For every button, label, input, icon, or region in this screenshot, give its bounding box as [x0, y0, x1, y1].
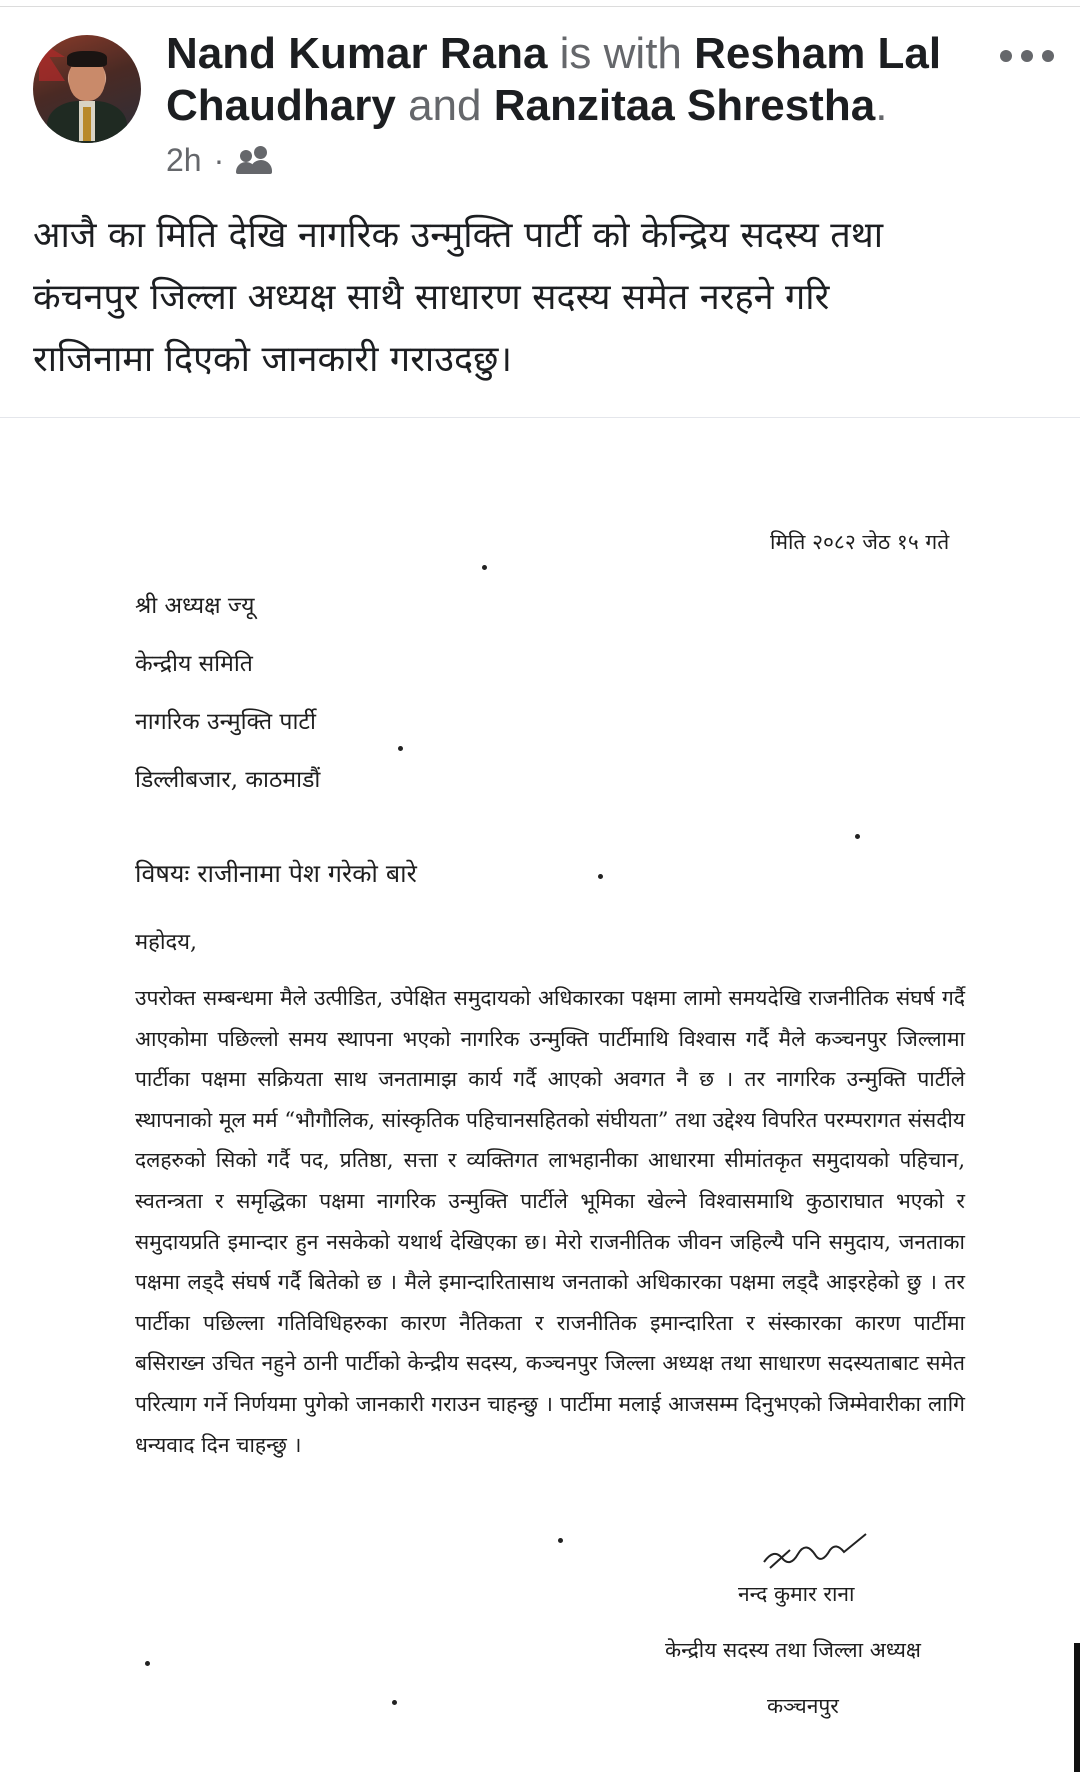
post-author-line [166, 28, 986, 132]
post-meta [166, 140, 270, 180]
scan-edge-bar [1074, 1643, 1080, 1772]
tagged-person-2-link[interactable]: Ranzitaa Shrestha [493, 81, 876, 130]
signature-mark [760, 1528, 870, 1574]
address-line-2: केन्द्रीय समिति [135, 651, 253, 677]
period-text: . [875, 81, 888, 130]
signer-place: कञ्चनपुर [767, 1694, 839, 1718]
scan-speck [145, 1661, 150, 1666]
scan-speck [558, 1538, 563, 1543]
more-options-icon[interactable] [1000, 48, 1054, 64]
and-text: and [408, 81, 482, 130]
letter-body: उपरोक्त सम्बन्धमा मैले उत्पीडित, उपेक्षित समुदायको अधिकारका पक्षमा लामो समयदेखि राजनीतिक संघर्ष गर्दै आएकोमा पछिल्लो समय स्थापना भएको नागरिक उन्मुक्ति पार्टीमाथि विश्वास गर्दै मैले कञ्चनपुर जिल्लामा पार्टीका पक्षमा सक्रियता साथ जनतामाझ कार्य गर्दै आएको अवगत नै छ । तर नागरिक उन्मुक्ति पार्टीले स्थापनाको मूल मर्म “भौगौलिक, सांस्कृतिक पहिचानसहितको संघीयता” तथा उद्देश्य विपरित परम्परागत संसदीय दलहरुको सिको गर्दै पद, प्रतिष्ठा, सत्ता र व्यक्तिगत लाभहानीका आधारमा सीमांतकृत समुदायको पहिचान, स्वतन्त्रता र समृद्धिका पक्षमा नागरिक उन्मुक्ति पार्टीले भूमिका खेल्ने विश्वासमाथि कुठाराघात भएको र समुदायप्रति इमान्दार हुन नसकेको यथार्थ देखिएका छ। मेरो राजनीतिक जीवन जहिल्यै पनि समुदाय, जनताका पक्षमा लड्दै संघर्ष गर्दै बितेको छ । मैले इमान्दारितासाथ जनताको अधिकारका पक्षमा लड्दै आइरहेको छु । तर पार्टीका पछिल्ला गतिविधिहरुका कारण नैतिकता र राजनीतिक इमान्दारिता र संस्कारका कारण पार्टीमा बसिराख्न उचित नहुने ठानी पार्टीको केन्द्रीय सदस्य, कञ्चनपुर जिल्ला अध्यक्ष तथा साधारण सदस्यताबाट समेत परित्याग गर्ने निर्णयमा पुगेको जानकारी गराउन चाहन्छु । पार्टीमा मलाई आजसम्म दिनुभएको जिम्मेवारीका लागि धन्यवाद दिन चाहन्छु । [135, 986, 965, 1457]
tagged-person-1-link[interactable]: Resham Lal Chaudhary [166, 29, 942, 130]
letter-date: मिति २०८२ जेठ १५ गते [770, 530, 950, 554]
scan-speck [398, 746, 403, 751]
avatar[interactable] [33, 35, 141, 143]
signer-title: केन्द्रीय सदस्य तथा जिल्ला अध्यक्ष [665, 1638, 921, 1662]
scan-speck [482, 565, 487, 570]
with-text: is with [559, 29, 682, 78]
address-line-4: डिल्लीबजार, काठमाडौं [135, 767, 321, 793]
post-text: आजै का मिति देखि नागरिक उन्मुक्ति पार्टी को केन्द्रिय सदस्य तथा कंचनपुर जिल्ला अध्यक्ष साथै साधारण सदस्य समेत नरहने गरि राजिनामा दिएको जानकारी गराउदछु। [33, 215, 884, 380]
address-line-1: श्री अध्यक्ष ज्यू [135, 593, 255, 619]
post-header [0, 0, 1080, 418]
meta-separator: · [213, 141, 225, 178]
letter-salutation: महोदय, [135, 930, 197, 955]
address-line-3: नागरिक उन्मुक्ति पार्टी [135, 709, 316, 735]
friends-icon[interactable] [236, 146, 270, 174]
post-time[interactable]: 2h [166, 141, 202, 178]
scan-speck [392, 1700, 397, 1705]
signer-name: नन्द कुमार राना [738, 1582, 855, 1606]
letter-subject: विषयः राजीनामा पेश गरेको बारे [135, 859, 417, 888]
scan-speck [855, 834, 860, 839]
scan-speck [598, 874, 603, 879]
top-divider [0, 6, 1080, 7]
author-name-link[interactable]: Nand Kumar Rana [166, 29, 548, 78]
letter-image[interactable] [0, 418, 1080, 1772]
